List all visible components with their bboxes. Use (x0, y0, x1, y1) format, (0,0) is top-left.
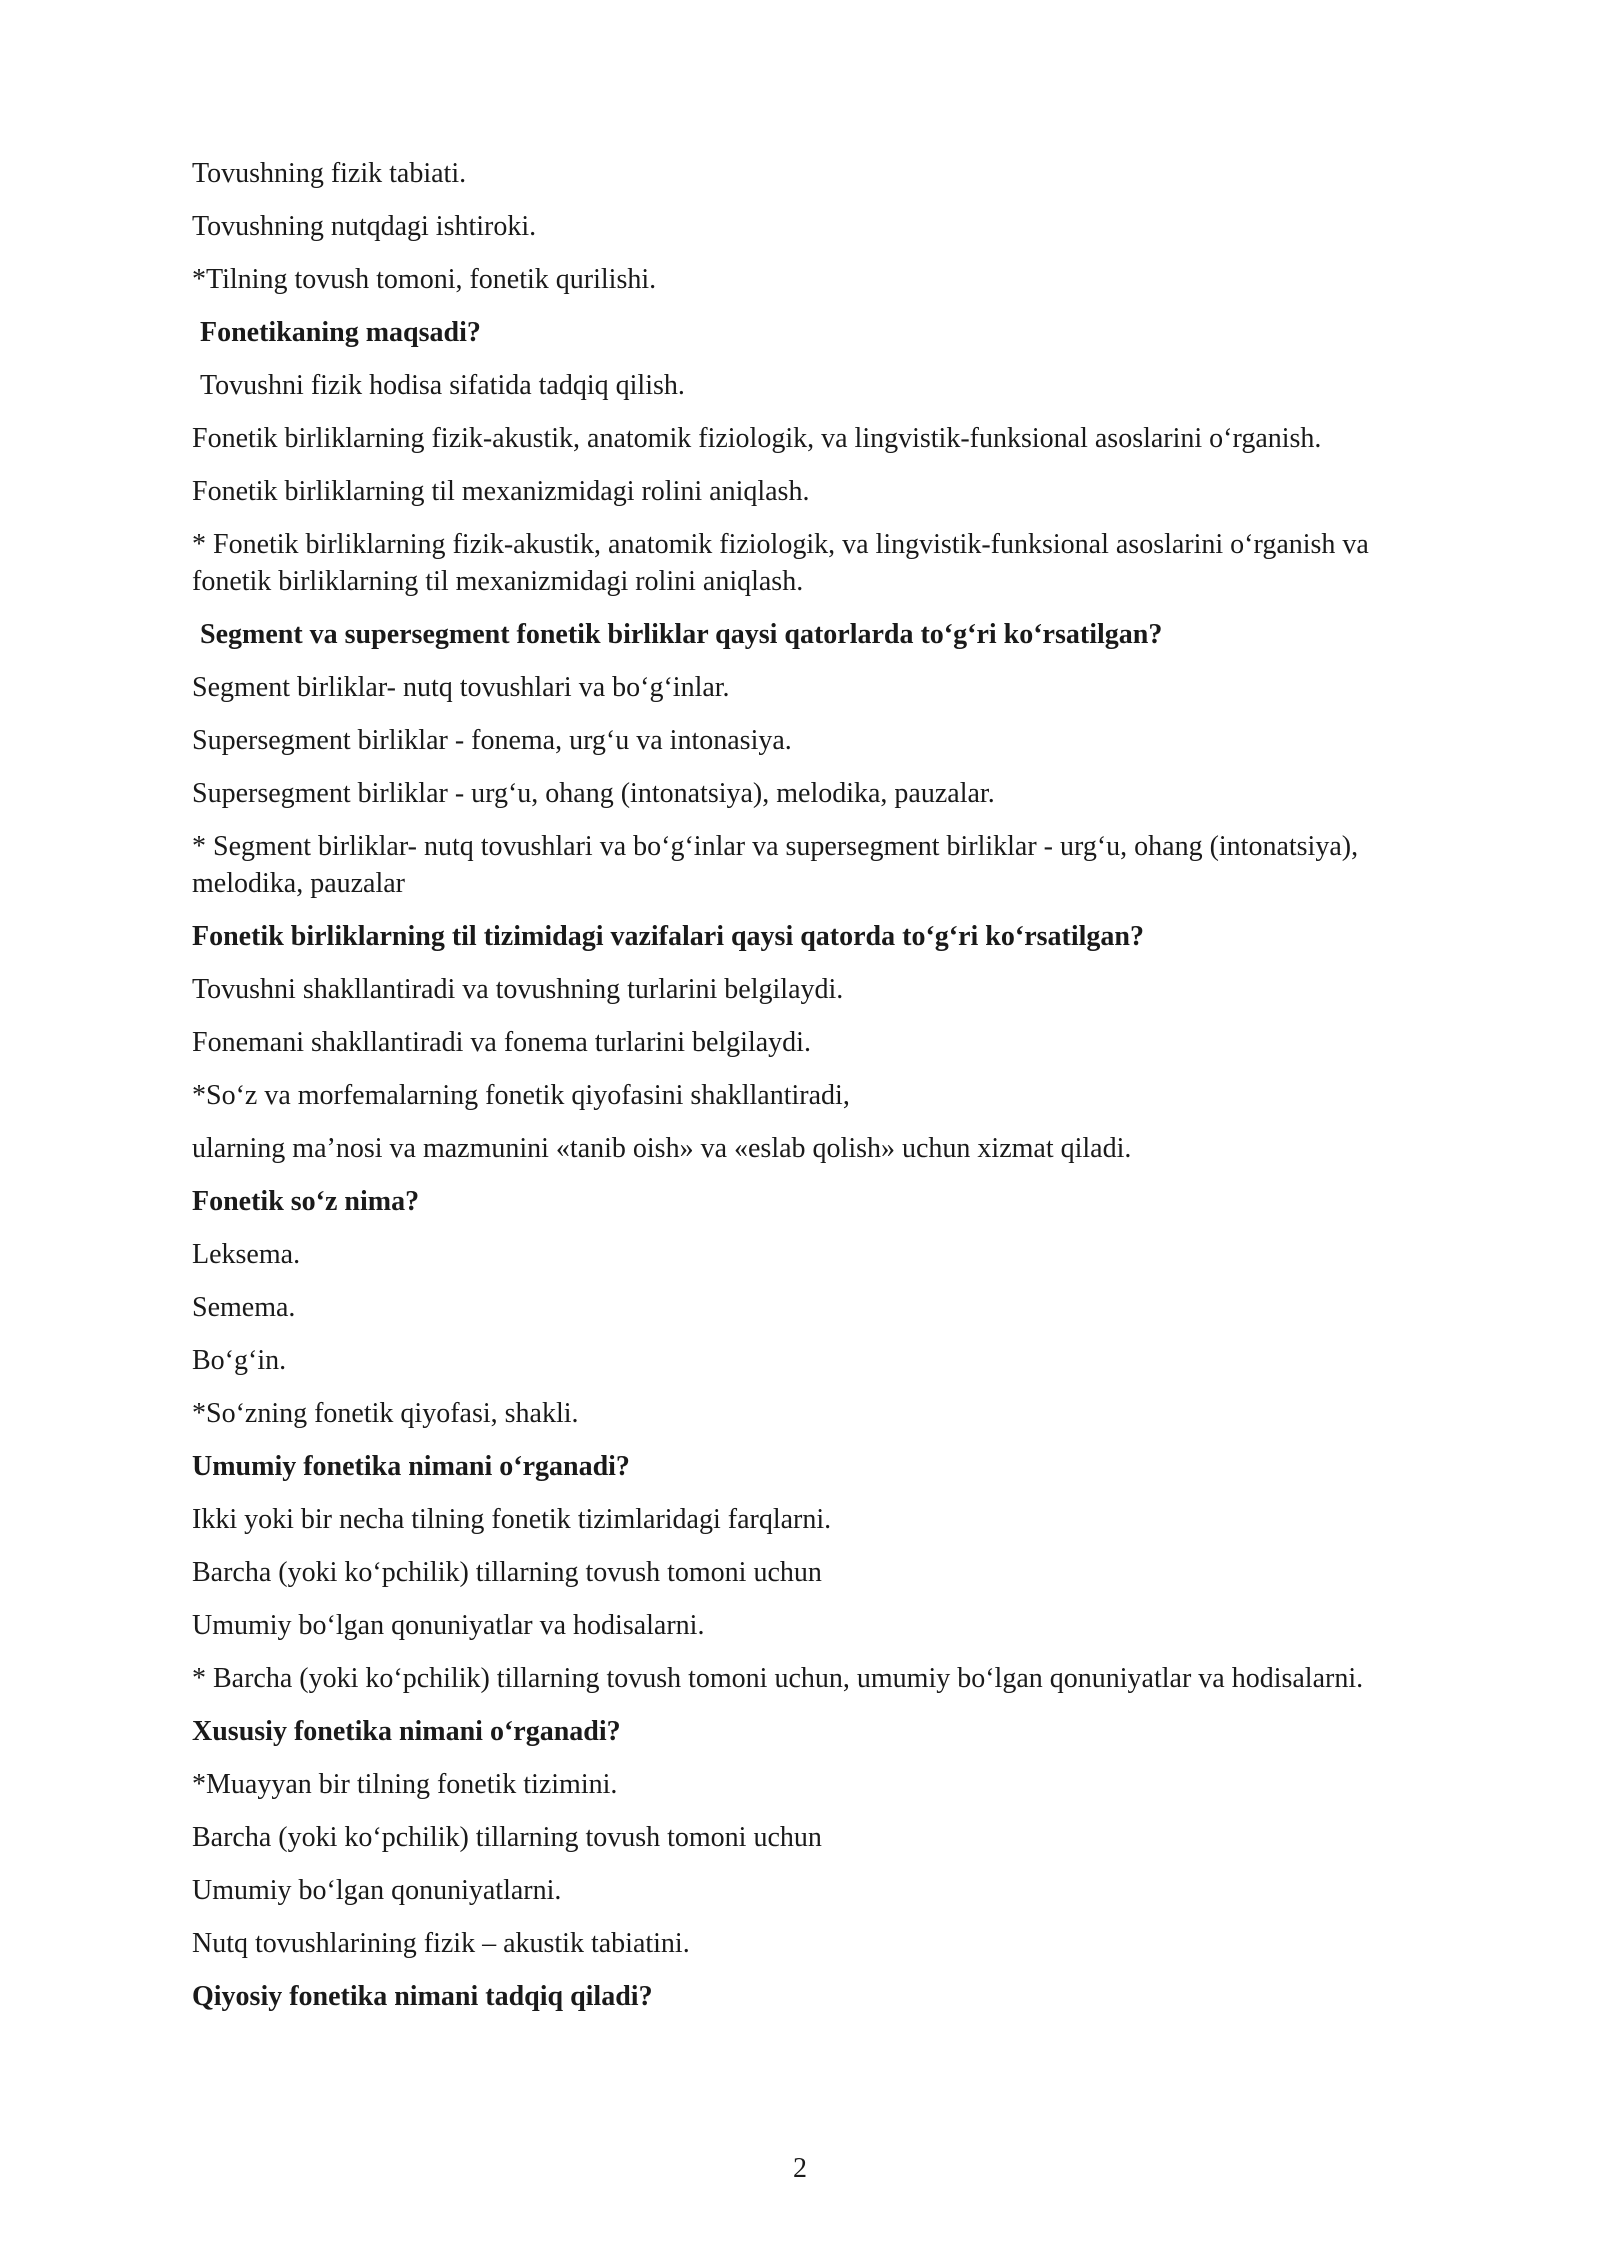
answer-line: Tovushning fizik tabiati. (192, 158, 467, 189)
answer-line: * Fonetik birliklarning fizik-akustik, anatomik fiziologik, va lingvistik-funksional asoslarini o‘rganish va fonetik birliklarning til mexanizmidagi rolini aniqlash. (192, 529, 1369, 597)
answer-line: Umumiy bo‘lgan qonuniyatlar va hodisalarni. (192, 1610, 705, 1641)
answer-line: Umumiy bo‘lgan qonuniyatlarni. (192, 1875, 562, 1906)
answer-line: Fonetik birliklarning til mexanizmidagi rolini aniqlash. (192, 476, 810, 507)
question-heading: Fonetik so‘z nima? (192, 1186, 420, 1217)
answer-line: Tovushni fizik hodisa sifatida tadqiq qilish. (200, 370, 685, 401)
answer-line: Ikki yoki bir necha tilning fonetik tizimlaridagi farqlarni. (192, 1504, 832, 1535)
answer-line: Bo‘g‘in. (192, 1345, 287, 1376)
answer-line: * Barcha (yoki ko‘pchilik) tillarning tovush tomoni uchun, umumiy bo‘lgan qonuniyatlar va hodisalarni. (192, 1663, 1364, 1694)
answer-line: Supersegment birliklar - urg‘u, ohang (intonatsiya), melodika, pauzalar. (192, 778, 995, 809)
question-heading: Qiyosiy fonetika nimani tadqiq qiladi? (192, 1981, 653, 2012)
answer-line: Fonetik birliklarning fizik-akustik, anatomik fiziologik, va lingvistik-funksional asoslarini o‘rganish. (192, 423, 1322, 454)
answer-line: Supersegment birliklar - fonema, urg‘u va intonasiya. (192, 725, 792, 756)
answer-line: Fonemani shakllantiradi va fonema turlarini belgilaydi. (192, 1027, 811, 1058)
answer-line: Semema. (192, 1292, 296, 1323)
answer-line: Tovushni shakllantiradi va tovushning turlarini belgilaydi. (192, 974, 844, 1005)
question-heading: Segment va supersegment fonetik birliklar qaysi qatorlarda to‘g‘ri ko‘rsatilgan? (200, 619, 1163, 650)
answer-line: ularning ma’nosi va mazmunini «tanib oish» va «eslab qolish» uchun xizmat qiladi. (192, 1133, 1132, 1164)
answer-line: *So‘zning fonetik qiyofasi, shakli. (192, 1398, 579, 1429)
answer-line: Barcha (yoki ko‘pchilik) tillarning tovush tomoni uchun (192, 1557, 822, 1588)
question-heading: Umumiy fonetika nimani o‘rganadi? (192, 1451, 630, 1482)
answer-line: Segment birliklar- nutq tovushlari va bo‘g‘inlar. (192, 672, 730, 703)
question-heading: Xususiy fonetika nimani o‘rganadi? (192, 1716, 621, 1747)
page-number: 2 (793, 2153, 807, 2184)
document-body (192, 155, 1422, 2031)
answer-line: Barcha (yoki ko‘pchilik) tillarning tovush tomoni uchun (192, 1822, 822, 1853)
answer-line: Nutq tovushlarining fizik – akustik tabiatini. (192, 1928, 690, 1959)
question-heading: Fonetikaning maqsadi? (200, 317, 481, 348)
question-heading: Fonetik birliklarning til tizimidagi vazifalari qaysi qatorda to‘g‘ri ko‘rsatilgan? (192, 921, 1144, 952)
answer-line: *So‘z va morfemalarning fonetik qiyofasini shakllantiradi, (192, 1080, 850, 1111)
answer-line: Tovushning nutqdagi ishtiroki. (192, 211, 537, 242)
answer-line: * Segment birliklar- nutq tovushlari va bo‘g‘inlar va supersegment birliklar - urg‘u, ohang (intonatsiya), melodika, pauzalar (192, 831, 1359, 899)
answer-line: *Muayyan bir tilning fonetik tizimini. (192, 1769, 618, 1800)
answer-line: *Tilning tovush tomoni, fonetik qurilishi. (192, 264, 657, 295)
answer-line: Leksema. (192, 1239, 301, 1270)
